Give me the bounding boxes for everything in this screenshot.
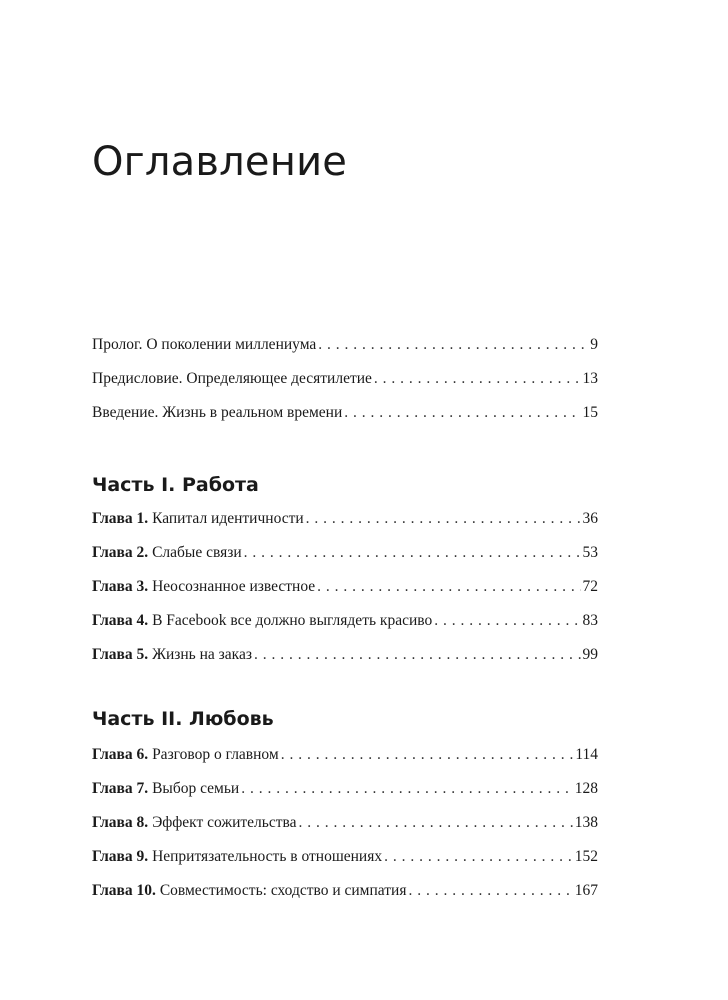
chapter-number: Глава 4. — [92, 612, 149, 629]
page-title: Оглавление — [92, 139, 348, 185]
page-number: 15 — [582, 404, 598, 421]
chapter-number: Глава 3. — [92, 578, 149, 595]
dot-leader — [344, 404, 580, 422]
part-heading: Часть I. Работа — [92, 474, 259, 496]
page-number: 83 — [582, 612, 598, 629]
page-number: 53 — [582, 544, 598, 561]
toc-entry[interactable] — [92, 882, 598, 916]
chapter-number: Глава 8. — [92, 814, 149, 831]
chapter-number: Глава 5. — [92, 646, 149, 663]
chapter-number: Глава 2. — [92, 544, 149, 561]
toc-entry[interactable] — [92, 336, 598, 370]
chapter-title: Эффект сожительства — [152, 814, 297, 831]
part-1-chapter-list — [92, 510, 598, 680]
entry-label: Пролог. О поколении миллениума — [92, 336, 317, 353]
part-heading: Часть II. Любовь — [92, 708, 274, 730]
page-number: 138 — [574, 814, 598, 831]
dot-leader — [374, 370, 581, 388]
page-number: 72 — [582, 578, 598, 595]
dot-leader — [281, 746, 574, 764]
toc-entry[interactable] — [92, 814, 598, 848]
front-matter-list — [92, 336, 598, 438]
dot-leader — [254, 646, 581, 664]
chapter-title: Жизнь на заказ — [152, 646, 252, 663]
dot-leader — [241, 780, 573, 798]
chapter-title: В Facebook все должно выглядеть красиво — [152, 612, 433, 629]
chapter-number: Глава 10. — [92, 882, 156, 899]
page-number: 114 — [575, 746, 598, 763]
dot-leader — [299, 814, 573, 832]
toc-entry[interactable] — [92, 646, 598, 680]
entry-label: Предисловие. Определяющее десятилетие — [92, 370, 372, 387]
chapter-number: Глава 6. — [92, 746, 149, 763]
toc-entry[interactable] — [92, 404, 598, 438]
chapter-title: Непритязательность в отношениях — [152, 848, 383, 865]
dot-leader — [318, 336, 588, 354]
toc-entry[interactable] — [92, 848, 598, 882]
toc-entry[interactable] — [92, 578, 598, 612]
entry-label: Введение. Жизнь в реальном времени — [92, 404, 343, 421]
chapter-number: Глава 9. — [92, 848, 149, 865]
chapter-title: Выбор семьи — [152, 780, 240, 797]
chapter-title: Слабые связи — [152, 544, 242, 561]
page-number: 99 — [582, 646, 598, 663]
page-number: 13 — [582, 370, 598, 387]
page-number: 9 — [590, 336, 598, 353]
toc-entry[interactable] — [92, 510, 598, 544]
page-number: 152 — [574, 848, 598, 865]
dot-leader — [384, 848, 573, 866]
toc-entry[interactable] — [92, 780, 598, 814]
chapter-number: Глава 1. — [92, 510, 149, 527]
toc-entry[interactable] — [92, 370, 598, 404]
toc-entry[interactable] — [92, 746, 598, 780]
chapter-title: Капитал идентичности — [152, 510, 304, 527]
page-number: 36 — [582, 510, 598, 527]
dot-leader — [306, 510, 581, 528]
chapter-title: Совместимость: сходство и симпатия — [159, 882, 407, 899]
part-2-chapter-list — [92, 746, 598, 916]
dot-leader — [317, 578, 580, 596]
page-number: 167 — [574, 882, 598, 899]
dot-leader — [434, 612, 580, 630]
chapter-title: Разговор о главном — [152, 746, 279, 763]
toc-entry[interactable] — [92, 544, 598, 578]
dot-leader — [244, 544, 581, 562]
chapter-number: Глава 7. — [92, 780, 149, 797]
chapter-title: Неосознанное известное — [152, 578, 316, 595]
toc-entry[interactable] — [92, 612, 598, 646]
dot-leader — [408, 882, 572, 900]
page-number: 128 — [574, 780, 598, 797]
